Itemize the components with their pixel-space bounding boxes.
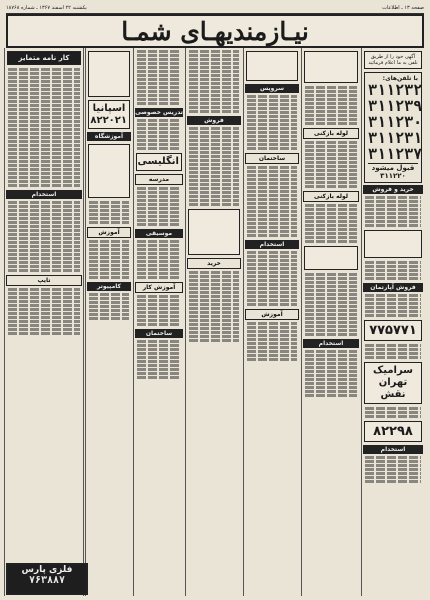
ceramic-ad [364, 362, 422, 404]
phone-number: ۳۱۱۲۳۹ [368, 97, 423, 115]
ceramic-ad-title: سرامیک تهران نقش [373, 365, 413, 400]
column-4 [185, 48, 242, 596]
phone-number: ۳۱۱۲۳۷ [368, 145, 423, 163]
section-heading: آموزشگاه [87, 132, 131, 141]
letter-ad [7, 51, 81, 65]
section-heading: لوله بازکنی [303, 128, 359, 139]
section-heading: ساختمان [135, 329, 183, 338]
section-heading: استخدام [6, 190, 82, 199]
section-heading: استخدام [303, 339, 359, 348]
section-heading: آموزش [87, 227, 131, 238]
column-1 [361, 48, 424, 596]
ad-box [88, 144, 130, 198]
ad-box [304, 246, 358, 270]
section-heading: فروش [187, 116, 241, 125]
ad-box [246, 51, 298, 81]
steel-ad-phone: ۷۶۳۸۸۷ [28, 575, 66, 586]
school-ad-phone: ۸۲۲۰۲۱ [90, 115, 127, 126]
section-heading: فروش آپارتمان [363, 283, 423, 292]
column-2 [301, 48, 360, 596]
ad-box [88, 51, 130, 97]
english-ad [136, 153, 182, 171]
section-heading: خرید [187, 258, 241, 269]
column-7 [4, 48, 84, 596]
section-heading: استخدام [363, 445, 423, 454]
section-heading: تدریس خصوصی [135, 109, 183, 116]
section-heading: لوله بازکنی [303, 191, 359, 202]
section-heading: آموزش [245, 309, 299, 320]
ad-phone-box [364, 421, 422, 442]
school-ad-title: اسپانیا [92, 103, 126, 114]
phone-number: ۳۱۱۲۳۱ [368, 129, 423, 147]
issue-date: یکشنبه ۲۲ اسفند ۱۳۶۷ ـ شماره ۱۸۷۶۸ [6, 5, 87, 11]
ad-box [188, 209, 240, 255]
ad-phone: ۷۷۵۷۷۱ [369, 323, 417, 338]
section-heading: خرید و فروش [363, 185, 423, 194]
column-6 [85, 48, 132, 596]
ad-box [364, 230, 422, 258]
section-heading: آموزش کار [135, 282, 183, 293]
ad-phone: ۸۲۲۹۸ [373, 424, 413, 439]
steel-ad [6, 563, 88, 595]
phone-number: ۳۱۱۲۳۰ [368, 113, 423, 131]
english-ad-title: انگلیسی [137, 156, 179, 167]
ad-text [363, 196, 423, 227]
section-heading: استخدام [245, 240, 299, 249]
ad-phone-box [364, 320, 422, 341]
phones-footer: قبول میشود ۳۱۱۲۲۰ [368, 163, 418, 180]
section-heading: مدرسه [135, 174, 183, 185]
ad-box [304, 51, 358, 83]
classifieds-banner [6, 14, 424, 48]
school-ad [88, 100, 130, 129]
section-heading: سرویس [245, 84, 299, 93]
phone-number: ۳۱۱۲۳۲ [368, 81, 423, 99]
section-heading: کامپیوتر [87, 282, 131, 291]
page-header [6, 3, 424, 14]
section-heading: ساختمان [245, 153, 299, 164]
letter-ad-title: کار نامه متمایز [18, 54, 70, 62]
banner-title: نیـازمندیهـای شمـا [121, 16, 309, 46]
page-number: صفحه ۱۳ ـ اطلاعات [382, 5, 424, 11]
column-3 [243, 48, 300, 596]
steel-ad-title: فلزی پارس [21, 565, 73, 575]
column-5 [133, 48, 184, 596]
phones-label: با تلفن‌های: [382, 75, 418, 82]
intro-notice: آگهی خود را از طریق تلفن به ما اعلام فرمائید [364, 51, 422, 69]
section-heading: تایپ [6, 275, 82, 286]
phone-box [364, 72, 422, 183]
section-heading: موسیقی [135, 229, 183, 238]
